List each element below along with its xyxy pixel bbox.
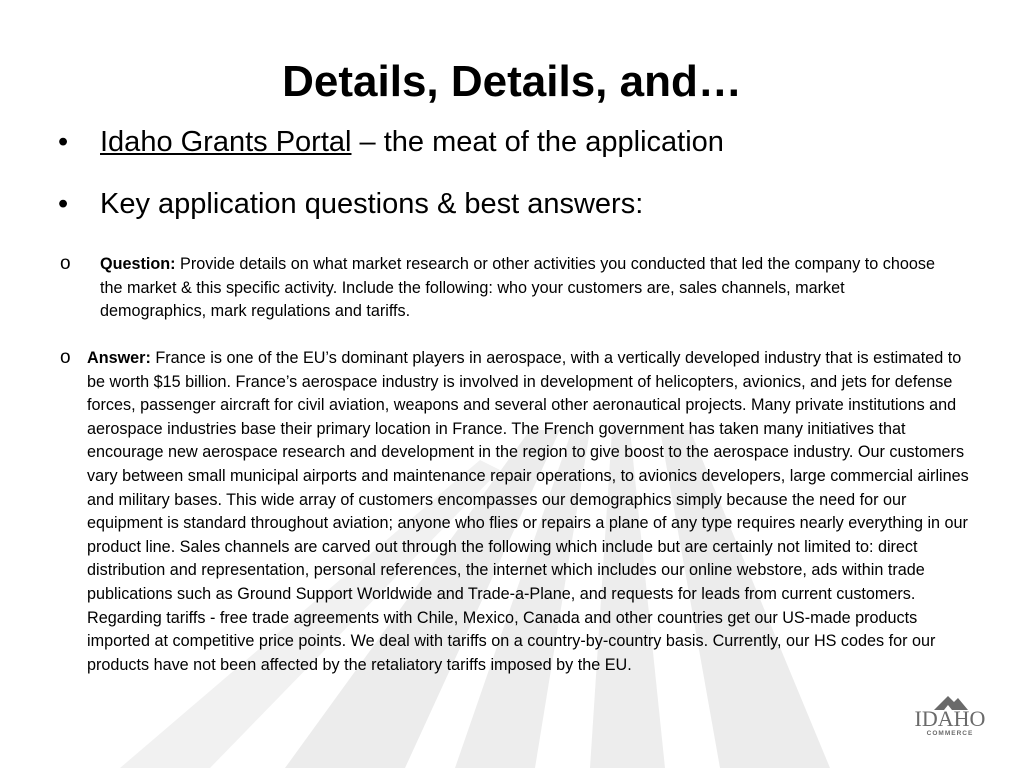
question-text: Provide details on what market research or other activities you conducted that led the company to choose the market & this specific activity. Include the following: who your customers are, sales channels, market demographics, mark regulations and tariffs. (100, 255, 935, 321)
bullet-marker: • (58, 188, 69, 220)
sub-bullet-marker: o (60, 253, 71, 274)
answer-text: France is one of the EU’s dominant players in aerospace, with a vertically developed industry that is estimated to be worth $15 billion. France’s aerospace industry is involved in development of helicopters, avionics, and jets for defense forces, passenger aircraft for civil aviation, weapons and several other aeronautical projects. Many private institutions and aerospace industries base their primary location in France. The French government has taken many initiatives that encourage new aerospace research and development in the region to give boost to the aerospace industry. Our customers vary between small municipal airports and maintenance repair operations, to avionics developers, large commercial airlines and military bases. This wide array of customers encompasses our demographics simply because the need for our equipment is standard throughout aviation; anyone who flies or repairs a plane of any type requires nearly everything in our product line. Sales channels are carved out through the following which include but are certainly not limited to: direct distribution and representation, personal references, the internet which includes our online webstore, ads within trade publications such as Ground Support Worldwide and Trade-a-Plane, and requests for leads from current customers. Regarding tariffs - free trade agreements with Chile, Mexico, Canada and other countries get our US-made products imported at competitive price points. We deal with tariffs on a country-by-country basis. Currently, our HS codes for our products have not been affected by the retaliatory tariffs imposed by the EU. (87, 349, 969, 674)
idaho-commerce-logo (908, 692, 992, 744)
bullet-marker: • (58, 126, 69, 158)
bullet-text: Key application questions & best answers: (100, 188, 644, 220)
logo-tagline: COMMERCE (926, 730, 974, 737)
answer-item (60, 347, 970, 677)
sub-bullet-marker: o (60, 347, 71, 368)
bullet-grants-portal (58, 124, 998, 160)
slide-title: Details, Details, and… (282, 57, 742, 106)
bullet-key-questions (58, 186, 998, 222)
question-item (60, 253, 940, 324)
idaho-grants-portal-link[interactable]: Idaho Grants Portal (100, 126, 352, 158)
question-label: Question: (100, 255, 176, 273)
bullet-text: – the meat of the application (351, 126, 724, 158)
answer-label: Answer: (87, 349, 151, 367)
logo-word: IDAHO (914, 706, 986, 731)
